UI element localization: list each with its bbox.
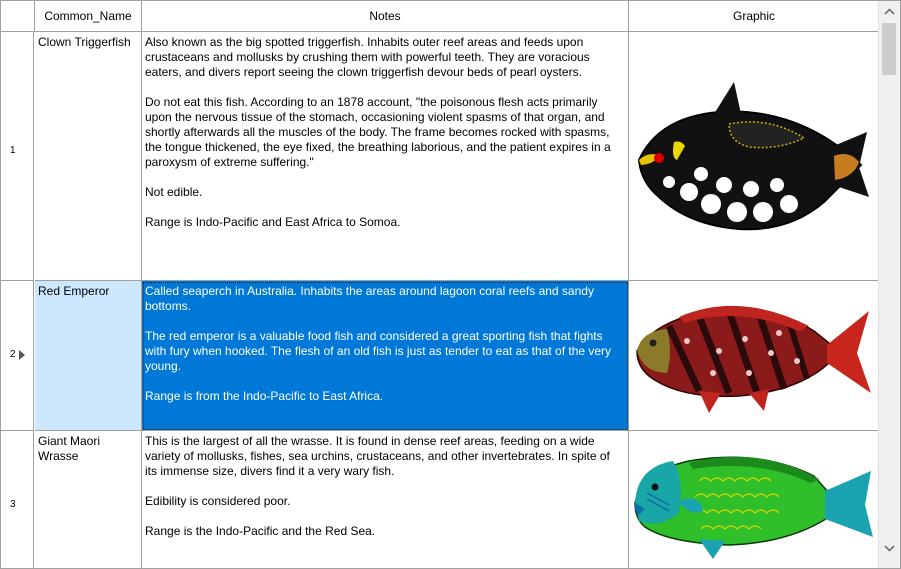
notes-paragraph: Range is from the Indo-Pacific to East Africa. (145, 389, 384, 403)
corner-header-cell[interactable] (1, 1, 35, 31)
cell-common-name[interactable] (35, 431, 142, 569)
row-header[interactable] (1, 431, 34, 569)
row-header[interactable] (1, 32, 34, 281)
cell-notes[interactable] (142, 32, 629, 281)
notes-paragraph: Range is the Indo-Pacific and the Red Sea. (145, 524, 376, 538)
chevron-up-icon[interactable] (879, 5, 900, 22)
notes-text (142, 281, 628, 404)
notes-paragraph: This is the largest of all the wrasse. It is found in dense reef areas, feeding on a wide variety of mollusks, fishes, sea urchins, crustaceans, and other invertebrates. In spite of its immense size, divers find it a very wary fish. (145, 434, 610, 478)
column-header-graphic[interactable]: Graphic (629, 1, 880, 31)
chevron-down-icon[interactable] (879, 541, 900, 558)
notes-paragraph: Called seaperch in Australia. Inhabits the areas around lagoon coral reefs and sandy bottoms. (145, 284, 594, 313)
row-header[interactable] (1, 281, 34, 431)
row-number: 2 (10, 349, 16, 360)
notes-text (142, 32, 628, 230)
cell-notes[interactable] (142, 281, 629, 431)
giant-maori-wrasse-picture (629, 431, 880, 569)
notes-text (142, 431, 628, 539)
red-emperor-picture (629, 281, 880, 431)
notes-paragraph: Edibility is considered poor. (145, 494, 291, 508)
row-number: 3 (10, 499, 16, 510)
notes-paragraph: Also known as the big spotted triggerfish. Inhabits outer reef areas and feeds upon crustaceans and mollusks by crushing them with powerful teeth. They are voracious eaters, and divers report seeing the clown triggerfish devour beds of pearl oysters. (145, 35, 590, 79)
current-row-indicator-icon (19, 350, 25, 360)
cell-common-name[interactable] (35, 281, 142, 431)
cell-graphic[interactable] (629, 32, 880, 281)
row-number: 1 (10, 145, 16, 156)
column-header-row (1, 1, 880, 32)
scrollbar-thumb[interactable] (882, 23, 896, 75)
cell-graphic[interactable] (629, 281, 880, 431)
vertical-scrollbar[interactable] (878, 1, 900, 568)
column-header-notes[interactable]: Notes (142, 1, 629, 31)
common-name-text: Red Emperor (38, 284, 110, 298)
cell-graphic[interactable] (629, 431, 880, 569)
column-header-common-name[interactable]: Common_Name (35, 1, 142, 31)
common-name-text: Clown Triggerfish (38, 35, 131, 49)
cell-common-name[interactable] (35, 32, 142, 281)
clown-triggerfish-picture (629, 32, 880, 281)
notes-paragraph: Range is Indo-Pacific and East Africa to Somoa. (145, 215, 401, 229)
notes-paragraph: Not edible. (145, 185, 203, 199)
notes-paragraph: Do not eat this fish. According to an 1878 account, "the poisonous flesh acts primarily upon the nervous tissue of the stomach, occasioning violent spasms of that organ, and shortly afterwards all the muscles of the body. The frame becomes rocked with spasms, the tongue thickened, the eye fixed, the breathing laborious, and the patient expires in a paroxysm of extreme suffering." (145, 95, 611, 169)
notes-paragraph: The red emperor is a valuable food fish and considered a great sporting fish that fights with fury when hooked. The flesh of an old fish is just as tender to eat as that of the very young. (145, 329, 612, 373)
cell-notes[interactable] (142, 431, 629, 569)
common-name-text: Giant Maori Wrasse (38, 434, 101, 463)
